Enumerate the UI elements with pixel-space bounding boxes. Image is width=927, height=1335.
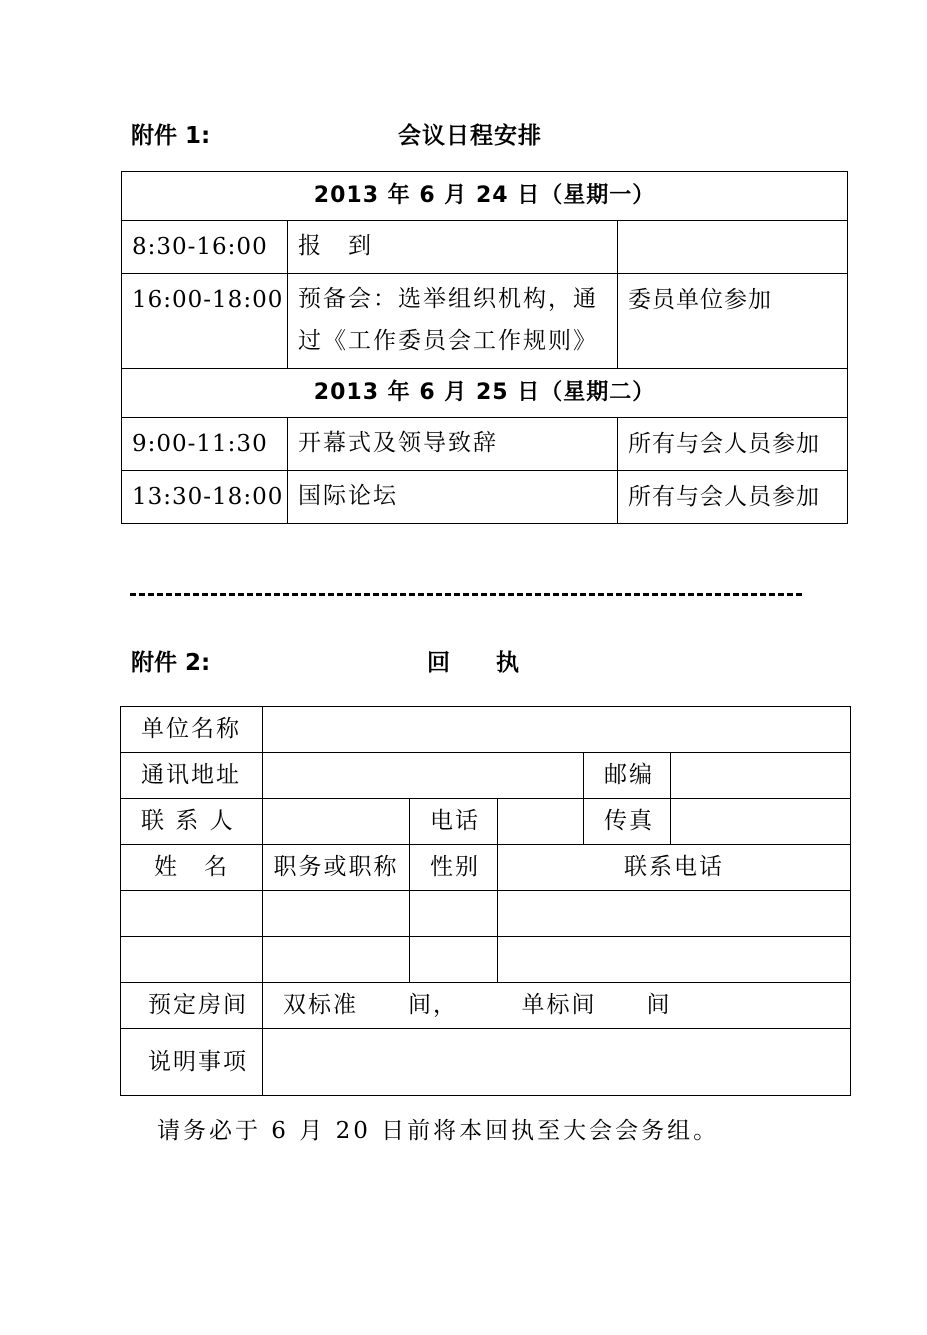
schedule-date: 2013 年 6 月 24 日（星期一） <box>122 172 848 221</box>
attendee-phone-field[interactable] <box>498 891 851 937</box>
postcode-field[interactable] <box>671 753 851 799</box>
schedule-row <box>122 274 848 369</box>
schedule-item: 预备会：选举组织机构，通过《工作委员会工作规则》 <box>288 274 618 369</box>
contact-person-label: 联 系 人 <box>121 799 263 845</box>
schedule-time: 8:30-16:00 <box>122 221 288 274</box>
schedule-date-row <box>122 369 848 418</box>
schedule-time: 9:00-11:30 <box>122 418 288 471</box>
header-name: 姓 名 <box>121 845 263 891</box>
address-label: 通讯地址 <box>121 753 263 799</box>
schedule-time: 16:00-18:00 <box>122 274 288 369</box>
footer-note: 请务必于 6 月 20 日前将本回执至大会会务组。 <box>157 1118 720 1144</box>
room-field[interactable]: 双标准 间， 单标间 间 <box>263 983 851 1029</box>
fax-field[interactable] <box>671 799 851 845</box>
room-label: 预定房间 <box>121 983 263 1029</box>
schedule-date: 2013 年 6 月 25 日（星期二） <box>122 369 848 418</box>
schedule-item: 开幕式及领导致辞 <box>288 418 618 471</box>
room-row <box>121 983 851 1029</box>
header-position: 职务或职称 <box>263 845 410 891</box>
attendee-gender-field[interactable] <box>410 937 498 983</box>
schedule-row <box>122 418 848 471</box>
header-gender: 性别 <box>410 845 498 891</box>
schedule-title: 会议日程安排 <box>398 123 542 149</box>
receipt-form-table <box>120 706 851 1096</box>
contact-row <box>121 799 851 845</box>
notes-row <box>121 1029 851 1096</box>
phone-field[interactable] <box>498 799 584 845</box>
attendee-position-field[interactable] <box>263 937 410 983</box>
attendee-row <box>121 937 851 983</box>
contact-person-field[interactable] <box>263 799 410 845</box>
notes-field[interactable] <box>263 1029 851 1096</box>
fax-label: 传真 <box>584 799 671 845</box>
schedule-row <box>122 221 848 274</box>
phone-label: 电话 <box>410 799 498 845</box>
unit-name-row <box>121 707 851 753</box>
schedule-attendees: 委员单位参加 <box>618 274 848 369</box>
schedule-attendees: 所有与会人员参加 <box>618 418 848 471</box>
unit-name-field[interactable] <box>263 707 851 753</box>
schedule-attendees: 所有与会人员参加 <box>618 471 848 524</box>
address-row <box>121 753 851 799</box>
schedule-row <box>122 471 848 524</box>
attendee-header-row <box>121 845 851 891</box>
attendee-gender-field[interactable] <box>410 891 498 937</box>
notes-label: 说明事项 <box>121 1029 263 1096</box>
schedule-date-row <box>122 172 848 221</box>
postcode-label: 邮编 <box>584 753 671 799</box>
attendee-position-field[interactable] <box>263 891 410 937</box>
unit-name-label: 单位名称 <box>121 707 263 753</box>
schedule-time: 13:30-18:00 <box>122 471 288 524</box>
header-contact-phone: 联系电话 <box>498 845 851 891</box>
attendee-name-field[interactable] <box>121 891 263 937</box>
schedule-attendees <box>618 221 848 274</box>
attendee-name-field[interactable] <box>121 937 263 983</box>
cut-line-divider <box>130 593 802 596</box>
schedule-item: 国际论坛 <box>288 471 618 524</box>
attachment2-label: 附件 2: <box>131 650 211 676</box>
receipt-title: 回 执 <box>427 650 519 676</box>
attendee-row <box>121 891 851 937</box>
attachment1-label: 附件 1: <box>131 123 211 149</box>
address-field[interactable] <box>263 753 584 799</box>
schedule-item: 报 到 <box>288 221 618 274</box>
schedule-table <box>121 171 848 524</box>
attendee-phone-field[interactable] <box>498 937 851 983</box>
